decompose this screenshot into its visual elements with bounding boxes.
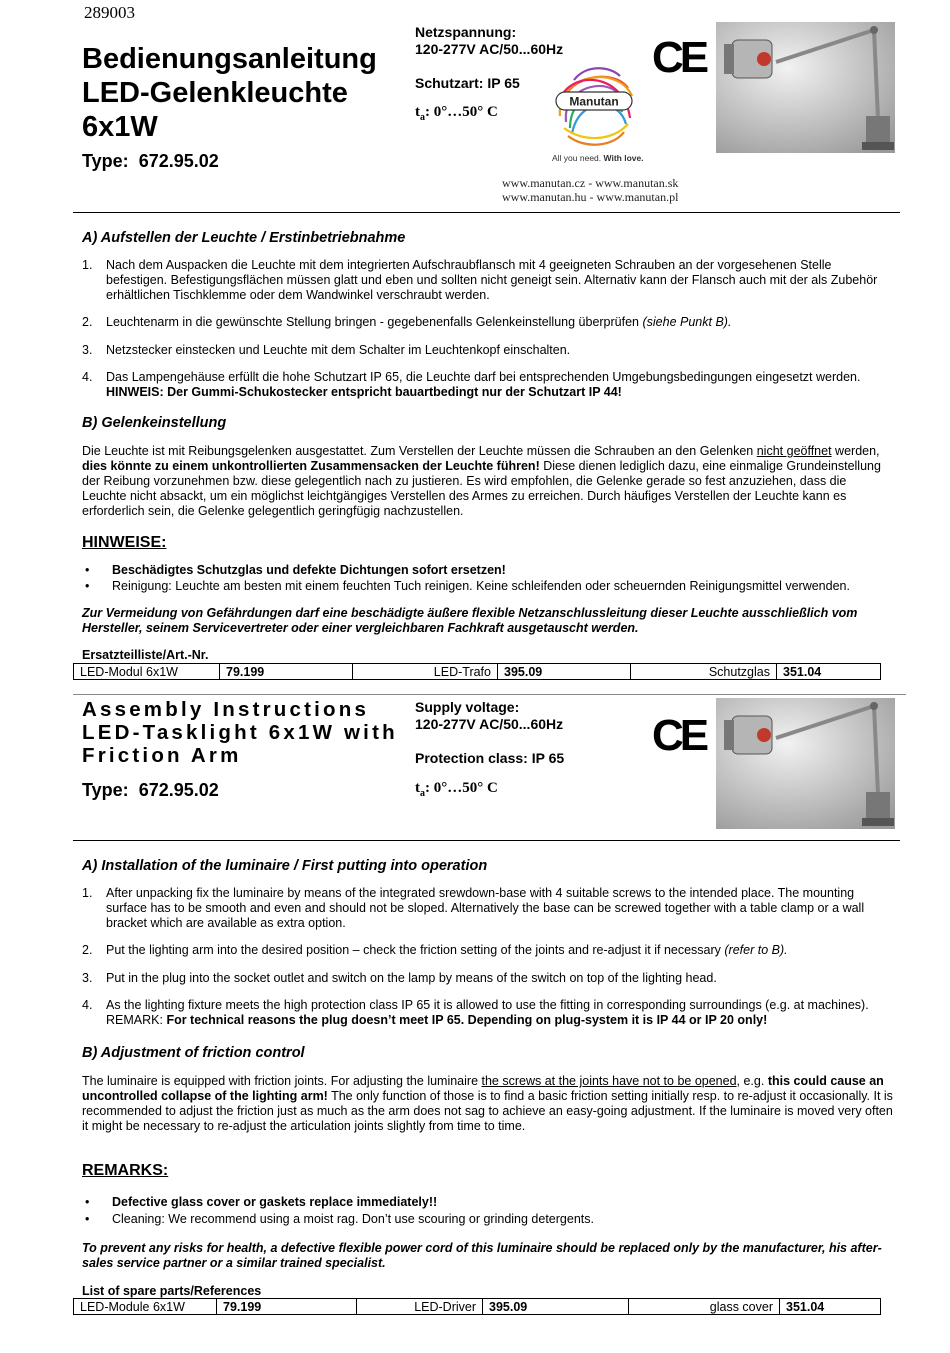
para-text: , e.g. bbox=[736, 1074, 768, 1088]
para-text: Die Leuchte ist mit Reibungsgelenken ausgestattet. Zum Verstellen der Leuchte müssen die Schrauben an den Gelenken bbox=[82, 444, 757, 458]
step-text bbox=[106, 315, 894, 330]
type-value: 672.95.02 bbox=[138, 780, 219, 800]
tagline-b: With love. bbox=[603, 153, 644, 163]
step-text: Nach dem Auspacken die Leuchte mit dem integrierten Aufschraubflansch mit 4 geeigneten Schrauben an der vorgesehenen Stelle befestigen. Befestigungsflächen müssen glatt und eben und sollten nicht geneigt sein. Alternativ kann der Flansch auch mit der als Zubehör erhältlichen Tischklemme oder dem Wandwinkel verschraubt werden. bbox=[106, 258, 878, 302]
type-line-en bbox=[82, 779, 219, 801]
title-line: LED-Tasklight 6x1W with bbox=[82, 721, 398, 744]
part-code: 79.199 bbox=[217, 1299, 357, 1315]
parts-heading-en: List of spare parts/References bbox=[82, 1284, 262, 1298]
voltage-label-en: Supply voltage: bbox=[415, 699, 520, 715]
step-item bbox=[82, 886, 894, 931]
step-text-italic: (siehe Punkt B). bbox=[642, 315, 732, 329]
para-text: The only function of those is to find a basic friction setting initially resp. to re-adjust it occasionally. It is recommended to adjust the friction just as much as the arm does not sag to achieve an easy-going adjustment. If the luminaire is moved very often it might be necessary to re-adjust the articulation joints slightly from time to time. bbox=[82, 1089, 893, 1133]
para-underline: the screws at the joints have not to be opened bbox=[481, 1074, 737, 1088]
ta-prefix: t bbox=[415, 780, 420, 796]
website-links bbox=[502, 176, 678, 204]
title-line: LED-Gelenkleuchte bbox=[82, 77, 348, 109]
para-text: The luminaire is equipped with friction joints. For adjusting the luminaire bbox=[82, 1074, 482, 1088]
type-value: 672.95.02 bbox=[138, 151, 219, 171]
step-text: Put in the plug into the socket outlet and switch on the lamp by means of the switch on top of the lighting head. bbox=[106, 971, 717, 985]
step-text-main: As the lighting fixture meets the high protection class IP 65 it is allowed to use the fitting in corresponding surroundings (e.g. at machines). REMARK: bbox=[106, 998, 869, 1027]
page-title-en bbox=[82, 698, 412, 767]
step-text-main: Put the lighting arm into the desired position – check the friction setting of the joints and re-adjust it if necessary bbox=[106, 943, 725, 957]
friction-paragraph-de bbox=[82, 444, 894, 519]
title-line: Bedienungsanleitung bbox=[82, 43, 377, 75]
title-line: 6x1W bbox=[82, 111, 158, 143]
step-number: 3. bbox=[82, 971, 93, 985]
warning-text-de: Zur Vermeidung von Gefährdungen darf eine beschädigte äußere flexible Netzanschlussleitung dieser Leuchte ausschließlich vom Hersteller, seinem Servicevertreter oder einer vergleichbaren Fachkraft ausgetauscht werden. bbox=[82, 606, 858, 635]
step-item bbox=[82, 971, 894, 986]
logo-tagline bbox=[552, 153, 644, 163]
lamp-photo bbox=[716, 22, 895, 153]
ta-value: : 0°…50° C bbox=[425, 780, 498, 796]
bullet-item: Defective glass cover or gaskets replace immediately!! bbox=[112, 1195, 438, 1209]
step-number: 1. bbox=[82, 258, 93, 272]
bullet-item: Beschädigtes Schutzglas und defekte Dichtungen sofort ersetzen! bbox=[112, 563, 506, 577]
page-title-de bbox=[82, 42, 402, 144]
ambient-temp-en bbox=[415, 779, 498, 803]
ta-value: : 0°…50° C bbox=[425, 104, 498, 120]
bullet-glyph: • bbox=[85, 579, 90, 593]
step-text-main: Das Lampengehäuse erfüllt die hohe Schutzart IP 65, die Leuchte darf bei entsprechenden Umgebungsbedingungen eingesetzt werden. bbox=[106, 370, 861, 384]
step-number: 4. bbox=[82, 370, 93, 384]
part-name: LED-Module 6x1W bbox=[74, 1299, 217, 1315]
website-line: www.manutan.hu - www.manutan.pl bbox=[502, 190, 679, 204]
parts-table-en bbox=[73, 1298, 881, 1315]
para-text: Diese dienen lediglich dazu, eine einmalige Grundeinstellung der Reibung vorzunehmen bzw. diese gelegentlich nach zu justieren. Es wird empfohlen, die Gelenke gerade so fest anzuziehen, dass die Leuchte nicht absackt, um ein möglichst leichtgängiges Verstellen des Armes zu erreichen. Durch häufiges Verstellen der Leuchte kann es erforderlich sein, die Gelenke gelegentlich geringfügig nachzustellen. bbox=[82, 459, 881, 518]
table-row bbox=[74, 1299, 881, 1315]
step-text: Netzstecker einstecken und Leuchte mit dem Schalter im Leuchtenkopf einschalten. bbox=[106, 343, 571, 357]
warning-text-en: To prevent any risks for health, a defective flexible power cord of this luminaire should be replaced only by the manufacturer, his after-sales service partner or a similar trained specialist. bbox=[82, 1241, 882, 1270]
para-bold: dies könnte zu einem unkontrollierten Zusammensacken der Leuchte führen! bbox=[82, 459, 540, 473]
step-text bbox=[106, 998, 894, 1028]
ta-sub: a bbox=[420, 788, 425, 799]
step-number: 1. bbox=[82, 886, 93, 900]
step-text-bold: For technical reasons the plug doesn’t meet IP 65. Depending on plug-system it is IP 44 or IP 20 only! bbox=[166, 1013, 768, 1027]
divider bbox=[73, 694, 906, 695]
tagline-a: All you need. bbox=[552, 153, 602, 163]
part-code: 395.09 bbox=[483, 1299, 629, 1315]
parts-table-de bbox=[73, 663, 881, 680]
ce-mark-icon: CE bbox=[652, 33, 706, 82]
step-text bbox=[106, 370, 894, 400]
part-name: LED-Driver bbox=[357, 1299, 483, 1315]
part-code: 79.199 bbox=[220, 664, 353, 680]
protection-class-en: Protection class: IP 65 bbox=[415, 750, 565, 766]
divider bbox=[73, 840, 900, 841]
ta-prefix: t bbox=[415, 104, 420, 120]
section-a-heading-en: A) Installation of the luminaire / First putting into operation bbox=[82, 858, 488, 874]
step-text-italic: (refer to B). bbox=[724, 943, 788, 957]
part-code: 395.09 bbox=[498, 664, 631, 680]
step-text bbox=[106, 943, 894, 958]
document-number: 289003 bbox=[84, 3, 135, 22]
manutan-logo bbox=[552, 58, 636, 154]
step-number: 4. bbox=[82, 998, 93, 1012]
bullet-item: Reinigung: Leuchte am besten mit einem feuchten Tuch reinigen. Keine schleifenden oder scheuernden Reinigungsmittel verwenden. bbox=[112, 579, 850, 593]
step-text: After unpacking fix the luminaire by means of the integrated srewdown-base with 4 suitable screws to the intended place. The mounting surface has to be smooth and even and should not be sloped. Alternatively the base can be screwed together with a table clamp or a wall bracket which are available as extra option. bbox=[106, 886, 865, 930]
step-number: 3. bbox=[82, 343, 93, 357]
bullet-glyph: • bbox=[85, 1195, 90, 1209]
ambient-temp-de bbox=[415, 103, 498, 127]
voltage-label-de: Netzspannung: bbox=[415, 24, 517, 40]
protection-class-de: Schutzart: IP 65 bbox=[415, 75, 520, 91]
part-name: Schutzglas bbox=[631, 664, 777, 680]
step-text-bold: HINWEIS: Der Gummi-Schukostecker entspricht bauartbedingt nur der Schutzart IP 44! bbox=[106, 385, 622, 399]
part-name: LED-Trafo bbox=[353, 664, 498, 680]
divider bbox=[73, 212, 900, 213]
notes-heading-de: HINWEISE: bbox=[82, 534, 167, 551]
table-row bbox=[74, 664, 881, 680]
ce-mark-icon: CE bbox=[652, 711, 706, 760]
part-name: glass cover bbox=[629, 1299, 780, 1315]
logo-wordmark: Manutan bbox=[569, 94, 619, 109]
step-item bbox=[82, 998, 894, 1028]
section-b-heading-de: B) Gelenkeinstellung bbox=[82, 415, 227, 431]
part-code: 351.04 bbox=[780, 1299, 881, 1315]
title-line: Assembly Instructions bbox=[82, 698, 370, 721]
voltage-value-en: 120-277V AC/50...60Hz bbox=[415, 716, 564, 732]
ta-sub: a bbox=[420, 112, 425, 123]
part-name: LED-Modul 6x1W bbox=[74, 664, 220, 680]
step-item bbox=[82, 370, 894, 400]
section-b-heading-en: B) Adjustment of friction control bbox=[82, 1045, 305, 1061]
friction-paragraph-en bbox=[82, 1074, 894, 1134]
website-line: www.manutan.cz - www.manutan.sk bbox=[502, 176, 679, 190]
step-item bbox=[82, 315, 894, 330]
part-code: 351.04 bbox=[777, 664, 881, 680]
bullet-item: Cleaning: We recommend using a moist rag. Don’t use scouring or grinding detergents. bbox=[112, 1212, 594, 1226]
title-line: Friction Arm bbox=[82, 744, 242, 767]
step-item bbox=[82, 943, 894, 958]
step-number: 2. bbox=[82, 315, 93, 329]
type-line-de bbox=[82, 150, 219, 172]
step-item bbox=[82, 258, 894, 303]
parts-heading-de: Ersatzteilliste/Art.-Nr. bbox=[82, 648, 209, 662]
type-label: Type: bbox=[82, 780, 129, 800]
bullet-glyph: • bbox=[85, 563, 90, 577]
para-bold: this could cause an uncontrolled collapse of the lighting arm! bbox=[82, 1074, 884, 1103]
lamp-photo bbox=[716, 698, 895, 829]
notes-heading-en: REMARKS: bbox=[82, 1162, 169, 1179]
type-label: Type: bbox=[82, 151, 129, 171]
step-item bbox=[82, 343, 894, 358]
para-text: werden, bbox=[831, 444, 880, 458]
para-underline: nicht geöffnet bbox=[756, 444, 832, 458]
step-number: 2. bbox=[82, 943, 93, 957]
bullet-glyph: • bbox=[85, 1212, 90, 1226]
voltage-value-de: 120-277V AC/50...60Hz bbox=[415, 41, 564, 57]
section-a-heading-de: A) Aufstellen der Leuchte / Erstinbetriebnahme bbox=[82, 230, 406, 246]
step-text-main: Leuchtenarm in die gewünschte Stellung bringen - gegebenenfalls Gelenkeinstellung überprüfen bbox=[106, 315, 643, 329]
